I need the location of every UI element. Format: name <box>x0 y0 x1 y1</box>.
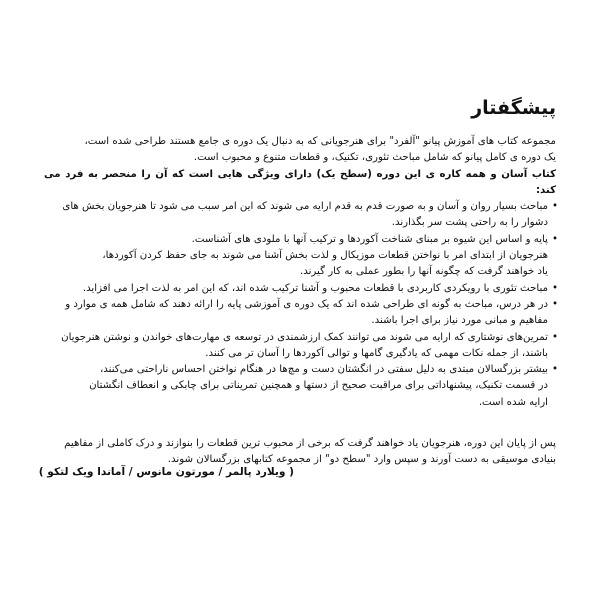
closing-line-1: پس از پایان این دوره، هنرجویان یاد خواهند گرفت که برخی از محبوب ترین قطعات را بنوازند و درک کاملی از مفاهیم <box>64 438 556 450</box>
list-item <box>44 297 556 330</box>
list-item <box>44 362 556 411</box>
bullet-line: • تمرین‌های نوشتاری که ارایه می شوند می توانند کمک ارزشمندی در توسعه ی مهارت‌های خواندن و نوشتن هنرجویان <box>61 331 548 343</box>
intro-line-2: یک دوره ی کامل پیانو که شامل مباحث تئوری، تکنیک، و قطعات متنوع و محبوب است. <box>193 152 556 164</box>
features-heading: کتاب آسان و همه کاره ی این دوره (سطح یک) دارای ویژگی هایی است که آن را منحصر به فرد می کند: <box>44 168 556 196</box>
bullet-line: • در هر درس، مباحث به گونه ای طراحی شده اند که یک دوره ی آموزشی پایه را ارائه دهند که شامل همه ی موارد و <box>65 298 548 310</box>
list-item <box>44 199 556 232</box>
bullet-line: در قسمت تکنیک، پیشنهاداتی برای مراقبت صحیح از دستها و همچنین تمریناتی برای چابکی و انعطاف انگشتان <box>89 380 548 392</box>
intro-paragraph <box>44 134 556 167</box>
closing-paragraph <box>44 436 556 469</box>
page-title: پیشگفتار <box>471 97 556 119</box>
list-item <box>44 232 556 281</box>
bullet-line: • بیشتر بزرگسالان مبتدی به دلیل سفتی در انگشتان دست و مچ‌ها در هنگام نواختن احساس ناراحتی می‌کنند، <box>99 364 548 376</box>
bullet-line: ارایه شده است. <box>478 396 548 408</box>
bullet-line: • مباحث تئوری با رویکردی کاربردی با قطعات محبوب و آشنا ترکیب شده اند، که این امر به لذت اجرا می افزاید. <box>82 282 548 294</box>
bullet-line: دشوار را به راحتی پشت سر بگذارند. <box>391 217 548 229</box>
list-item <box>44 281 556 297</box>
closing-line-2: بنیادی موسیقی به دست آورند و سپس وارد "سطح دو" از مجموعه کتابهای بزرگسالان شوند. <box>167 454 556 466</box>
intro-line-1: مجموعه کتاب های آموزش پیانو "آلفرد" برای هنرجویانی که به دنبال یک دوره ی جامع هستند طراحی شده است، <box>84 136 556 147</box>
bullet-line: هنرجویان از ابتدای امر با نواختن قطعات موزیکال و لذت بخش آشنا می شوند به جای حفظ کردن آکوردها، <box>102 250 548 262</box>
bullet-line: • مباحث بسیار روان و آسان و به صورت قدم به قدم ارایه می شوند که این امر سبب می شود تا هنرجویان بخش های <box>62 201 548 213</box>
authors-signature: ( ویلارد پالمر / مورتون مانوس / آماندا ویک لتکو ) <box>38 466 294 478</box>
spacer <box>44 411 556 436</box>
bullet-line: • پایه و اساس این شیوه بر مبنای شناخت آکوردها و ترکیب آنها با ملودی های آشناست. <box>191 233 548 245</box>
bullet-line: مفاهیم و مبانی مورد نیاز برای اجرا باشند. <box>371 315 548 327</box>
list-item <box>44 330 556 363</box>
features-list <box>44 199 556 411</box>
preface-page <box>44 96 556 469</box>
bullet-line: یاد خواهند گرفت که چگونه آنها را بطور عملی به کار گیرند. <box>300 266 548 278</box>
bullet-line: باشند، از جمله نکات مهمی که یادگیری گامها و توالی آکوردها را آسان تر می کنند. <box>205 347 548 359</box>
